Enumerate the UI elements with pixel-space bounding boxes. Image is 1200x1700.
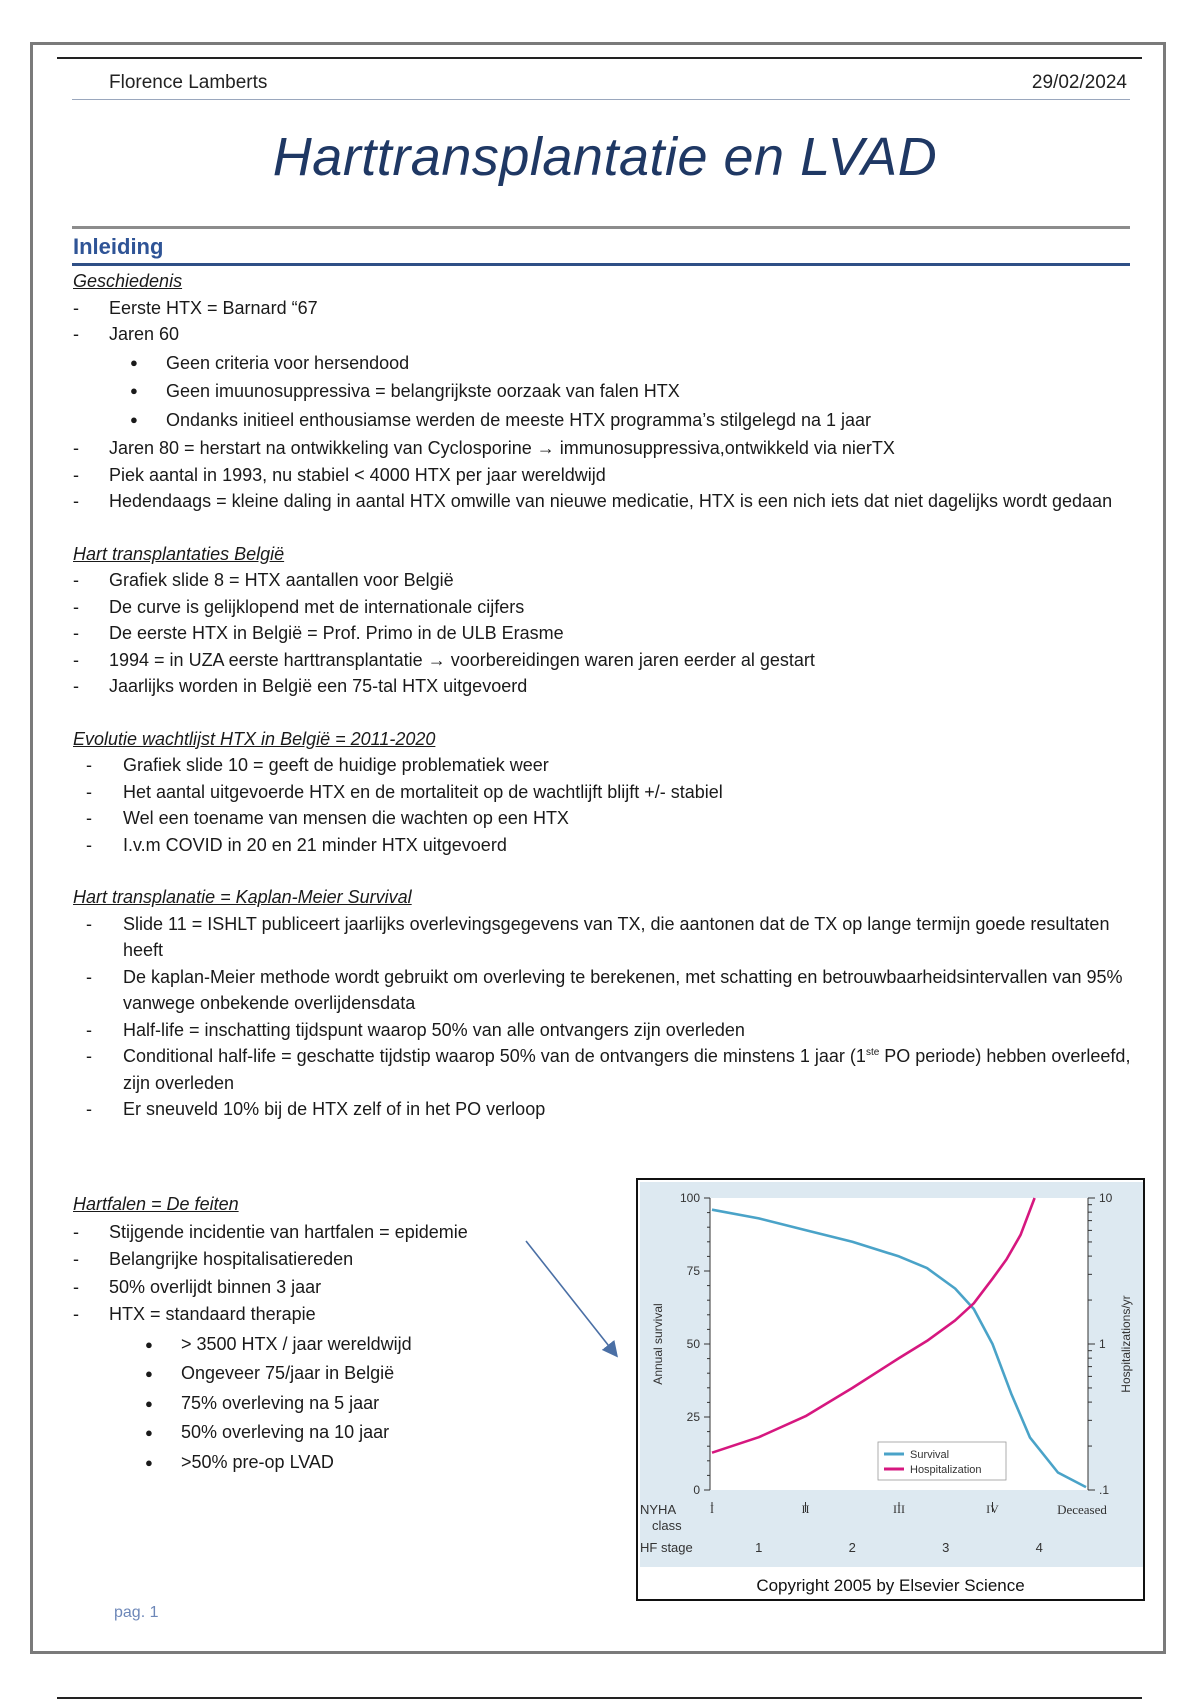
list-item: - De eerste HTX in België = Prof. Primo in de ULB Erasme bbox=[73, 620, 1143, 647]
list-item: - Grafiek slide 10 = geeft de huidige problematiek weer bbox=[73, 752, 1143, 779]
list-item bbox=[73, 1043, 1143, 1096]
conditional-text-a: Conditional half-life = geschatte tijdstip waarop 50% van de ontvangers die minstens 1 jaar (1 bbox=[123, 1046, 866, 1066]
list-item: - Jaren 60 bbox=[73, 321, 1143, 348]
list-item: - Hedendaags = kleine daling in aantal HTX omwille van nieuwe medicatie, HTX is een nich iets dat niet dagelijks wordt gedaan bbox=[73, 488, 1143, 515]
heading-kaplan: Hart transplanatie = Kaplan-Meier Survival bbox=[73, 887, 412, 907]
list-item: - Jaren 80 = herstart na ontwikkeling van Cyclosporine → immunosuppressiva,ontwikkeld via nierTX bbox=[73, 435, 1143, 462]
x-tick-label: Deceased bbox=[1057, 1502, 1107, 1517]
list-item: - De kaplan-Meier methode wordt gebruikt om overleving te berekenen, met schatting en betrouwbaarheidsintervallen van 95% vanwege onbekende overlijdensdata bbox=[73, 964, 1143, 1017]
heading-geschiedenis: Geschiedenis bbox=[73, 271, 183, 291]
y2-axis-label: Hospitalizations/yr bbox=[1119, 1295, 1133, 1393]
list-item: ● Geen criteria voor hersendood bbox=[130, 350, 1143, 377]
nyha-label-2: class bbox=[652, 1518, 682, 1533]
main-content bbox=[73, 268, 1143, 1123]
list-item: ● Geen imuunosuppressiva = belangrijkste oorzaak van falen HTX bbox=[130, 378, 1143, 405]
y-axis-label: Annual survival bbox=[651, 1303, 665, 1385]
hf-stage-value: 2 bbox=[848, 1540, 856, 1555]
conditional-text-b: PO periode) hebben overleefd, zijn overleden bbox=[123, 1046, 1131, 1093]
y2-tick-label: 1 bbox=[1099, 1337, 1106, 1351]
bottom-rule bbox=[57, 1697, 1142, 1699]
x-tick-roman: I bbox=[710, 1502, 714, 1516]
list-kaplan bbox=[73, 911, 1143, 1123]
list-geschiedenis-2 bbox=[73, 435, 1143, 515]
y-tick-label: 25 bbox=[686, 1410, 700, 1424]
list-item: - Grafiek slide 8 = HTX aantallen voor België bbox=[73, 567, 1143, 594]
list-item: - HTX = standaard therapie bbox=[73, 1301, 613, 1329]
list-item: - Half-life = inschatting tijdspunt waarop 50% van alle ontvangers zijn overleden bbox=[73, 1017, 1143, 1044]
y-tick-label: 0 bbox=[693, 1483, 700, 1497]
legend-label: Survival bbox=[910, 1449, 950, 1461]
page-title: Harttransplantatie en LVAD bbox=[272, 127, 938, 187]
list-item: - Belangrijke hospitalisatiereden bbox=[73, 1246, 613, 1274]
list-item: ● >50% pre-op LVAD bbox=[145, 1449, 613, 1477]
list-item: - I.v.m COVID in 20 en 21 minder HTX uitgevoerd bbox=[73, 832, 1143, 859]
heading-belgie: Hart transplantaties België bbox=[73, 543, 285, 564]
list-item: ● > 3500 HTX / jaar wereldwijd bbox=[145, 1331, 613, 1359]
section-rule-bottom bbox=[72, 263, 1130, 266]
list-item: - Het aantal uitgevoerde HTX en de mortaliteit op de wachtlijft blijft +/- stabiel bbox=[73, 779, 1143, 806]
y2-tick-label: .1 bbox=[1099, 1483, 1110, 1497]
hf-stage-value: 3 bbox=[942, 1540, 950, 1555]
hf-stage-value: 4 bbox=[1035, 1540, 1043, 1555]
header-author: Florence Lamberts bbox=[109, 72, 268, 93]
list-geschiedenis bbox=[73, 295, 1143, 348]
x-tick-roman: IV bbox=[986, 1502, 999, 1516]
legend-label: Hospitalization bbox=[910, 1464, 982, 1476]
list-item: - Er sneuveld 10% bij de HTX zelf of in het PO verloop bbox=[73, 1096, 1143, 1123]
chart-caption: Copyright 2005 by Elsevier Science bbox=[756, 1576, 1025, 1595]
list-item: ● 75% overleving na 5 jaar bbox=[145, 1390, 613, 1418]
x-tick-roman: III bbox=[893, 1502, 905, 1516]
list-item: - Stijgende incidentie van hartfalen = epidemie bbox=[73, 1219, 613, 1247]
list-item: - Wel een toename van mensen die wachten op een HTX bbox=[73, 805, 1143, 832]
hf-stage-value: 1 bbox=[755, 1540, 763, 1555]
y-tick-label: 75 bbox=[686, 1264, 700, 1278]
list-item: - De curve is gelijklopend met de internationale cijfers bbox=[73, 594, 1143, 621]
conditional-sup: ste bbox=[865, 1047, 880, 1058]
list-item: - 50% overlijdt binnen 3 jaar bbox=[73, 1274, 613, 1302]
list-wachtlijst bbox=[73, 752, 1143, 858]
list-belgie bbox=[73, 567, 1143, 700]
nyha-label: NYHA bbox=[640, 1502, 677, 1517]
x-tick-roman: II bbox=[801, 1502, 810, 1516]
survival-hospitalization-chart bbox=[638, 1180, 1143, 1570]
section-rule-top bbox=[72, 226, 1130, 229]
y2-tick-label: 10 bbox=[1099, 1191, 1113, 1205]
list-item: - Piek aantal in 1993, nu stabiel < 4000 HTX per jaar wereldwijd bbox=[73, 462, 1143, 489]
list-item: ● 50% overleving na 10 jaar bbox=[145, 1419, 613, 1447]
list-item: - 1994 = in UZA eerste harttransplantatie → voorbereidingen waren jaren eerder al gestart bbox=[73, 647, 1143, 674]
chart-figure bbox=[636, 1178, 1145, 1601]
heading-hartfalen: Hartfalen = De feiten bbox=[73, 1194, 239, 1214]
hf-stage-label: HF stage bbox=[640, 1540, 693, 1555]
pointer-arrow bbox=[520, 1235, 640, 1365]
list-item: ● Ondanks initieel enthousiamse werden de meeste HTX programma’s stilgelegd na 1 jaar bbox=[130, 407, 1143, 434]
y-tick-label: 100 bbox=[679, 1191, 700, 1205]
list-item: - Jaarlijks worden in België een 75-tal HTX uitgevoerd bbox=[73, 673, 1143, 700]
section-title: Inleiding bbox=[73, 234, 164, 259]
heading-wachtlijst: Evolutie wachtlijst HTX in België = 2011-2020 bbox=[73, 728, 436, 749]
y-tick-label: 50 bbox=[686, 1337, 700, 1351]
list-geschiedenis-sub bbox=[73, 350, 1143, 434]
page-number: pag. 1 bbox=[114, 1604, 159, 1621]
list-item: - Eerste HTX = Barnard “67 bbox=[73, 295, 1143, 322]
top-rule bbox=[57, 57, 1142, 59]
list-item: ● Ongeveer 75/jaar in België bbox=[145, 1360, 613, 1388]
header-date: 29/02/2024 bbox=[1031, 72, 1127, 93]
header-rule bbox=[72, 99, 1130, 100]
list-item: - Slide 11 = ISHLT publiceert jaarlijks overlevingsgegevens van TX, die aantonen dat de TX op lange termijn goede resultaten heeft bbox=[73, 911, 1143, 964]
